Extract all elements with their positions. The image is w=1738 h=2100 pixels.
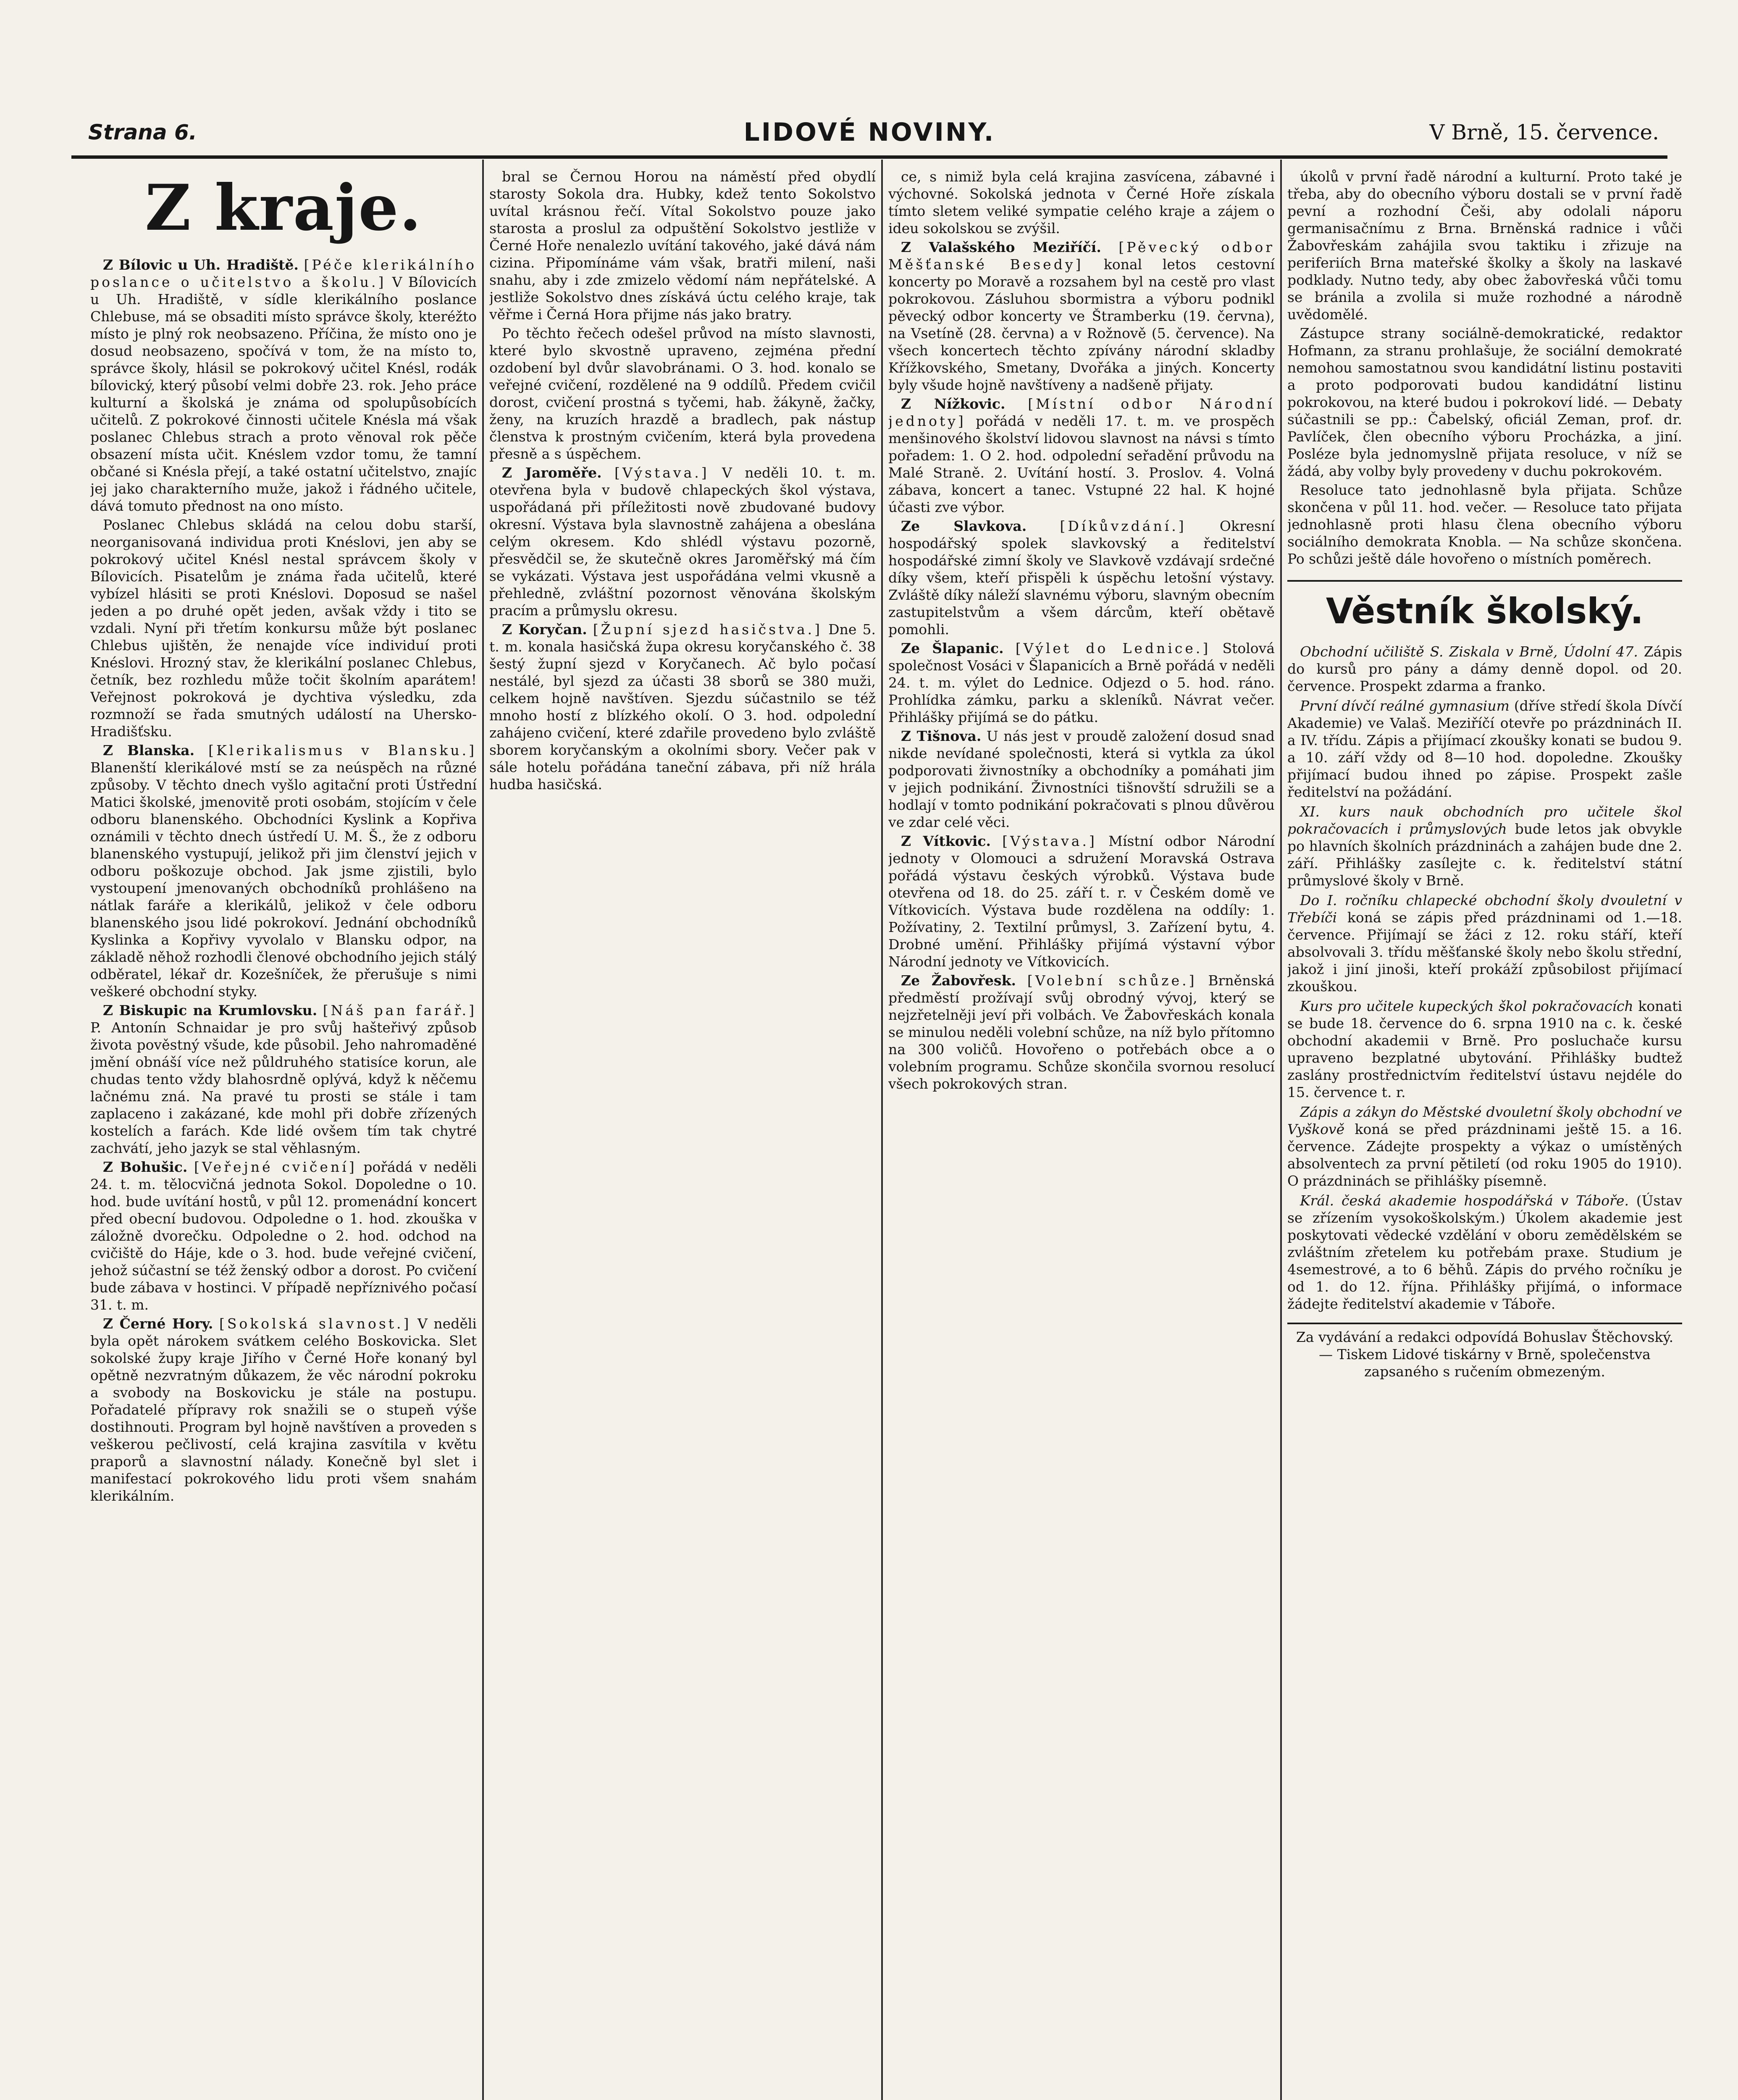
- article-place: Z Černé Hory.: [103, 1315, 213, 1332]
- column-4-articles: [1287, 168, 1682, 567]
- vestnik-items: [1287, 643, 1682, 1312]
- article-heading: [Díkůvzdání.]: [1060, 518, 1187, 534]
- article-place: Ze Šlapanic.: [901, 640, 1004, 656]
- article-text: Místní odbor Národní jednoty v Olomouci a sdružení Moravská Ostrava pořádá výstavu českých výrobků. Výstava bude otevřena od 18. do 25. září t. r. v Českém domě ve Vítkovicích. Výstava bude rozdělena na oddíly: 1. Požívatiny, 2. Textilní průmysl, 3. Zařízení bytu, 4. Drobné umění. Přihlášky přijímá výstavní výbor Národní jednoty ve Vítkovicích.: [888, 833, 1275, 970]
- article-heading: [Veřejné cvičení]: [194, 1159, 357, 1175]
- article-text: ce, s nimiž byla celá krajina zasvícena, zábavné i výchovné. Sokolská jednota v Černé Hoře získala tímto sletem veliké sympatie celého kraje a zájem o ideu sokolskou se zvýšil.: [888, 168, 1275, 236]
- article-text: Zástupce strany sociálně-demokratické, redaktor Hofmann, za stranu prohlašuje, že sociální demokraté nemohou samostatnou svou kandidátní listinu postaviti a proto podporovati budou kandidátní listinu pokrokovou, na které budou i pokrokoví lidé. — Debaty súčastnili se pp.: Čabelský, oficiál Zeman, prof. dr. Pavlíček, člen obecního výboru Procházka, a jiní. Posléze byla jednomyslně přijata resoluce, v níž se žádá, aby volby byly provedeny v duchu pokrokovém.: [1287, 325, 1682, 479]
- article-paragraph: [888, 239, 1275, 394]
- article-heading: [Výlet do Lednice.]: [1015, 640, 1211, 656]
- article-text: V neděli 10. t. m. otevřena byla v budově chlapeckých škol výstava, uspořádaná při příležitosti nově zbudované budovy okresní. Výstava byla slavnostně zahájena a obeslána celým okresem. Kdo shlédl výstavu pozorně, přesvědčil se, že skutečně okres Jaroměřský má čím se vykázati. Výstava jest uspořádána velmi vkusně a přehledně, zvláštní pozornost věnována školským pracím a průmyslu okresu.: [489, 465, 876, 619]
- article-text: Dne 5. t. m. konala hasičská župa okresu koryčanského č. 38 šestý župní sjezd v Koryčanech. Ač bylo počasí nestálé, byl sjezd za účasti 38 sborů se 380 muži, celkem hojně navštíven. Sjezdu súčastnilo se též mnoho hostí z blízkého okolí. O 3. hod. odpolední zahájeno cvičení, které zdařile provedeno bylo zvláště sborem koryčanským a okolními sbory. Večer pak v sále hotelu pořádána taneční zábava, při níž hrála hudba hasičská.: [489, 621, 876, 793]
- article-place: Z Valašského Meziříčí.: [901, 239, 1101, 255]
- article-heading: [Náš pan farář.]: [323, 1002, 477, 1018]
- column-rule: [482, 160, 484, 2100]
- article-heading: [Volební schůze.]: [1027, 972, 1197, 989]
- article-heading: [Místní odbor Národní jednoty]: [888, 396, 1275, 429]
- article-text: Blanenští klerikálové mstí se za neúspěch na různé způsoby. V těchto dnech vyšlo agitační proti Ústřední Matici školské, jmenovitě proti osobám, stojícím v čele odboru blanenského. Obchodníci Kyslink a Kopřiva oznámili v těchto dnech ústředí U. M. Š., že z odboru blanenského vystupují, jelikož při jim členství jejich v odboru poškozuje obchod. Jak jsme zjistili, bylo vystoupení jmenovaných obchodníků prohlášeno na nátlak faráře a klerikálů, jelikož v čele odboru blanenského jsou lidé pokrokoví. Jednání obchodníků Kyslinka a Kopřivy vyvolalo v Blansku odpor, na základě něhož rozhodli členové obchodního jejich stálý odběratel, lékař dr. Kozešníček, že přerušuje s nimi veškeré obchodní styky.: [90, 759, 477, 1000]
- article-heading: [Péče klerikálního poslance o učitelstvo a školu.]: [90, 257, 477, 290]
- vestnik-item-lead: Král. česká akademie hospodářská v Táboře.: [1300, 1192, 1629, 1209]
- section-title: Z kraje.: [145, 171, 422, 245]
- article-paragraph: [489, 621, 876, 793]
- vestnik-item: [1287, 1103, 1682, 1189]
- vestnik-item-text: Zápis do kursů pro pány a dámy denně dopol. od 20. července. Prospekt zdarma a franko.: [1287, 643, 1682, 694]
- article-place: Z Blanska.: [103, 742, 195, 759]
- article-place: Ze Žabovřesk.: [901, 972, 1016, 989]
- article-text: Okresní hospodářský spolek slavkovský a ředitelství hospodářské zimní školy ve Slavkově vzdávají srdečné díky všem, kteří přispěli k úspěchu letošní výstavy. Zvláště díky náleží slavnému výboru, slavným obecním zastupitelstvům a všem dárcům, kteří obětavě pomohli.: [888, 518, 1275, 638]
- article-place: Ze Slavkova.: [901, 518, 1027, 534]
- vestnik-item-text: (Ústav se zřízením vysokoškolským.) Úkolem akademie jest poskytovati vědecké vzdělání v oboru zemědělském se zvláštním zřetelem ku potřebám praxe. Studium je 4semestrové, a to 6 běhů. Zápis do prvého ročníku je od 1. do 12. října. Přihlášky přijímá, o informace žádejte ředitelství akademie v Táboře.: [1287, 1192, 1682, 1312]
- article-heading: [Klerikalismus v Blansku.]: [208, 742, 477, 759]
- page-number: Strana 6.: [88, 120, 197, 144]
- article-heading: [Výstava.]: [1002, 833, 1097, 849]
- article-heading: [Župní sjezd hasičstva.]: [593, 621, 823, 638]
- article-place: Z Nížkovic.: [901, 396, 1006, 412]
- vestnik-item: [1287, 892, 1682, 995]
- article-paragraph: [888, 640, 1275, 726]
- column-rule: [881, 160, 883, 2100]
- article-text: pořádá v neděli 24. t. m. tělocvičná jednota Sokol. Dopoledne o 10. hod. bude uvítání hostů, v půl 12. promenádní koncert před obecní budovou. Odpoledne o 1. hod. zkouška v záložně dvorečku. Odpoledne o 2. hod. odchod na cvičiště do Háje, kde o 3. hod. bude veřejné cvičení, jehož súčastní se též ženský odbor a dorost. Po cvičení bude zábava v hostinci. V případě nepříznivého počasí 31. t. m.: [90, 1159, 477, 1313]
- article-paragraph: [90, 1002, 477, 1157]
- article-heading: [Pěvecký odbor Měšťanské Besedy]: [888, 239, 1275, 273]
- vestnik-item-text: bude letos jak obvykle po hlavních školních prázdninách a zahájen bude dne 2. září. Přihlášky zasílejte c. k. ředitelství státní průmyslové školy v Brně.: [1287, 821, 1682, 889]
- article-place: Z Koryčan.: [502, 621, 587, 638]
- article-paragraph: [888, 517, 1275, 638]
- article-text: bral se Černou Horou na náměstí před obydlí starosty Sokola dra. Hubky, kdež tento Sokolstvo uvítal krásnou řečí. Vítal Sokolstvo pouze jako starosta a proslul za odpuštění Sokolstvo jestliže v Černé Hoře nenalezlo uvítání takového, jaké dává nám cizina. Připomínáme vám však, bratři milení, naši snahu, aby i zde zmizelo vědomí nám nepřátelské. A jestliže Sokolstvo dnes získává úctu celého kraje, tak věřme i Černá Hora přijme nás jako bratry.: [489, 168, 876, 323]
- vestnik-title: Věstník školský.: [1326, 591, 1644, 632]
- article-paragraph: [90, 1158, 477, 1313]
- article-place: Z Tišnova.: [901, 728, 982, 744]
- article-paragraph: [1287, 481, 1682, 567]
- article-paragraph: [90, 742, 477, 1000]
- article-text: Brněnská předměstí prožívají svůj obrodný vývoj, který se nejzřetelněji jeví při volbách. Ve Žabovřeskách konala se minulou neděli volební schůze, na níž bylo přítomno na 300 voličů. Hovořeno o potřebách obce a o volebním programu. Schůze skončila svornou resolucí všech pokrokových stran.: [888, 972, 1275, 1092]
- vestnik-item-text: (dříve středí škola Dívčí Akademie) ve Valaš. Meziříčí otevře po prázdninách II. a IV. třídu. Zápis a přijímací zkoušky konati se budou 9. a 10. září vždy od 8—10 hod. dopoledne. Zkoušky přijímací budou ihned po zápise. Prospekt zašle ředitelství na požádání.: [1287, 698, 1682, 800]
- article-paragraph: [90, 1315, 477, 1504]
- article-text: V neděli byla opět nárokem svátkem celého Boskovicka. Slet sokolské župy kraje Jiřího v Černé Hoře konaný byl opětně nezvratným důkazem, že věc národní pokroku a svobody na Boskovicku je stále na postupu. Pořadatelé přípravy rok snažili se o stupeň výše dostihnouti. Program byl hojně navštíven a proveden s veškerou pečlivostí, celá krajina zasvítila v květu praporů a slavnostní nálady. Konečně byl slet i manifestací pokrokového lidu proti všem snahám klerikálním.: [90, 1315, 477, 1504]
- article-text: P. Antonín Schnaidar je pro svůj hašteřivý způsob života pověstný všude, kde působil. Jeho nahromaděné jmění obnáší více než půldruhého statisíce korun, ale chudas tento vždy blahosrdně oplývá, když k něčemu lačnému zná. Na pravé tu prosti se stále i tam zaplaceno i zakázané, kde mohl při dobře zřízených kostelích a farách. Kde lidé ovšem tím tak chytré zachvátí, jeho jazyk se stal věhlasným.: [90, 1019, 477, 1156]
- article-paragraph: [888, 832, 1275, 970]
- article-text: V Bílovicích u Uh. Hradiště, v sídle klerikálního poslance Chlebuse, má se obsaditi místo správce školy, kteréžto místo je plný rok neobsazeno. Příčina, že místo ono je dosud neobsazeno, spočívá v tom, že na místo to, správce školy, hlásil se pokrokový učitel Knésl, rodák bílovický, který působí velmi dobře 23. rok. Jeho práce kulturní a školská je známa od spolupůsobících učitelů. Z pokrokové činnosti učitele Knésla má však poslanec Chlebus strach a proto věnoval rok pěče obsazení místa učit. Knéslem vzdor tomu, že tamní občané si Knésla přejí, a také ostatní učitelstvo, znajíc jej jako charakterního muže, jakož i řádného učitele, dává tomuto přednost na ono místo.: [90, 274, 477, 514]
- vestnik-item-lead: Obchodní učiliště S. Ziskala v Brně, Údolní 47.: [1300, 643, 1638, 660]
- article-text: Resoluce tato jednohlasně byla přijata. Schůze skončena v půl 11. hod. večer. — Resoluce tato přijata jednohlasně proti hlasu člena obecního výboru sociálního demokrata Knobla. — Na schůze skončena. Po schůzi ještě dále hovořeno o místních poměrech.: [1287, 482, 1682, 567]
- article-heading: [Výstava.]: [614, 465, 709, 481]
- page-header: [71, 92, 1667, 159]
- vestnik-item: [1287, 643, 1682, 695]
- masthead: LIDOVÉ NOVINY.: [743, 118, 995, 147]
- article-text: U nás jest v proudě založení dosud snad nikde nevídané společnosti, která si vytkla za úkol podporovati živnostníky a obchodníky a pomáhati jim v jejich podnikání. Živnostníci tišnovští sdružili se a hodlají v tomto podnikání pokračovati s plnou důvěrou ve zdar celé věci.: [888, 728, 1275, 830]
- imprint: Za vydávání a redakci odpovídá Bohuslav Štěchovský. — Tiskem Lidové tiskárny v Brně, společenstva zapsaného s ručením obmezeným.: [1287, 1323, 1682, 1380]
- vestnik-item: [1287, 697, 1682, 801]
- vestnik-item-text: koná se před prázdninami ještě 15. a 16. července. Zádejte prospekty a výkaz o umístěných absolventech za první pětiletí (od roku 1905 do 1910). O prázdninách se přihlášky písemně.: [1287, 1121, 1682, 1189]
- article-text: Stolová společnost Vosáci v Šlapanicích a Brně pořádá v neděli 24. t. m. výlet do Lednice. Odjezd o 5. hod. ráno. Prohlídka zámku, parku a skleníků. Návrat večer. Přihlášky přijímá se do pátku.: [888, 640, 1275, 725]
- vestnik-item: [1287, 1192, 1682, 1312]
- vestnik-item: [1287, 803, 1682, 889]
- article-heading: [Sokolská slavnost.]: [219, 1315, 412, 1332]
- article-place: Z Jaroměře.: [502, 465, 602, 481]
- article-place: Z Biskupic na Krumlovsku.: [103, 1002, 318, 1018]
- article-place: Z Vítkovic.: [901, 833, 991, 849]
- vestnik-item-text: konati se bude 18. července do 6. srpna 1910 na c. k. české obchodní akademii v Brně. Pro posluchače kursu upraveno bezplatné ubytování. Přihlášky budtež zaslány prostřednictvím ředitelství ústavu nejdéle do 15. července t. r.: [1287, 998, 1682, 1100]
- dateline: V Brně, 15. července.: [1429, 120, 1659, 144]
- vestnik-item-lead: Zápis a zákyn do Městské dvouletní školy obchodní ve Vyškově: [1287, 1104, 1682, 1137]
- article-text: Po těchto řečech odešel průvod na místo slavnosti, které bylo skvostně upraveno, zejména přední ozdobení byl dvůr slavobránami. O 3. hod. konalo se veřejné cvičení, rozdělené na 9 oddílů. Předem cvičil dorost, cvičení prostná s tyčemi, hab. žákyně, žačky, ženy, na kruzích hrazdě a bradlech, pak nástup členstva k prostným cvičením, která byla provedena přesně a s úspěchem.: [489, 325, 876, 462]
- column-rule: [1280, 160, 1282, 2100]
- column-4: [1287, 168, 1682, 2100]
- vestnik-item-lead: Do I. ročníku chlapecké obchodní školy dvouletní v Třebíči: [1287, 892, 1682, 926]
- article-text: pořádá v neděli 17. t. m. ve prospěch menšinového školství lidovou slavnost na návsi s tímto pořadem: 1. O 2. hod. odpolední seřadění průvodu na Malé Straně. 2. Uvítání hostí. 3. Proslov. 4. Volná zábava, koncert a tanec. Vstupné 22 hal. K hojné účasti zve výbor.: [888, 413, 1275, 515]
- article-paragraph: [1287, 325, 1682, 480]
- article-paragraph: [489, 325, 876, 462]
- article-text: konal letos cestovní koncerty po Moravě a rozsahem byl na cestě pro vlast pokrokovou. Zásluhou sbormistra a výboru podnikl pěvecký odbor koncerty ve Štramberku (19. června), na Vsetíně (28. června) a v Rožnově (5. července). Na všech koncertech těchto zpívány národní skladby Křížkovského, Smetany, Dvořáka a jiných. Koncerty byly všude hojně navštíveny a nadšeně přijaty.: [888, 256, 1275, 393]
- article-text: Poslanec Chlebus skládá na celou dobu starší, neorganisovaná individua proti Knéslovi, jen aby se pokrokový učitel Knésl nestal správcem školy v Bílovicích. Pisatelům je známa řada učitelů, které vybízel hlásiti se proti Knéslovi. Doposud se našel jeden a po druhé opět jeden, avšak vždy i tito se vzdali. Nyní při třetím konkursu může být poslanec Chlebus ujištěn, že nenajde více individuí proti Knéslovi. Hrozný stav, že klerikální poslanec Chlebus, četník, bez rozhledu může točit školním aparátem! Veřejnost pokroková je dychtiva výsledku, zda rozmnoží se řada smutných událostí na Uhersko-Hradišťsku.: [90, 517, 477, 740]
- article-paragraph: [888, 972, 1275, 1092]
- vestnik-item-lead: Kurs pro učitele kupeckých škol pokračovacích: [1300, 998, 1633, 1014]
- column-1: [90, 168, 477, 2100]
- article-paragraph: [489, 168, 876, 323]
- article-paragraph: [90, 256, 477, 514]
- vestnik-item-lead: XI. kurs nauk obchodních pro učitele škol pokračovacích i průmyslových: [1287, 803, 1682, 837]
- article-text: úkolů v první řadě národní a kulturní. Proto také je třeba, aby do obecního výboru dostali se v první řadě pevní a rozhodní Češi, aby odolali náporu germanisačnímu z Brna. Brněnská radnice i vůči Žabovřeskám zahájila svou taktiku i zřizuje na periferiích Brna mateřské školky a školy na laskavé podklady. Nutno tedy, aby obec žabovřeská vůči tomu se bránila a zvolila si muže rozhodné a národně uvědomělé.: [1287, 168, 1682, 323]
- article-paragraph: [888, 727, 1275, 831]
- column-2: [489, 168, 876, 2100]
- vestnik-item-text: koná se zápis před prázdninami od 1.—18. července. Přijímají se žáci z 12. roku stáří, kteří absolvovali 3. třídu měšťanské školy nebo školu střední, jakož i jiní jinoši, kteří prokáží způsobilost přijímací zkouškou.: [1287, 909, 1682, 995]
- vestnik-item: [1287, 998, 1682, 1101]
- vestnik-item-lead: První dívčí reálné gymnasium: [1300, 698, 1510, 714]
- article-paragraph: [888, 168, 1275, 237]
- section-divider: [1287, 580, 1682, 582]
- article-paragraph: [90, 516, 477, 740]
- article-place: Z Bílovic u Uh. Hradiště.: [103, 257, 299, 273]
- article-place: Z Bohušic.: [103, 1159, 188, 1175]
- article-paragraph: [888, 395, 1275, 516]
- article-paragraph: [1287, 168, 1682, 323]
- column-3: [888, 168, 1275, 2100]
- article-paragraph: [489, 464, 876, 619]
